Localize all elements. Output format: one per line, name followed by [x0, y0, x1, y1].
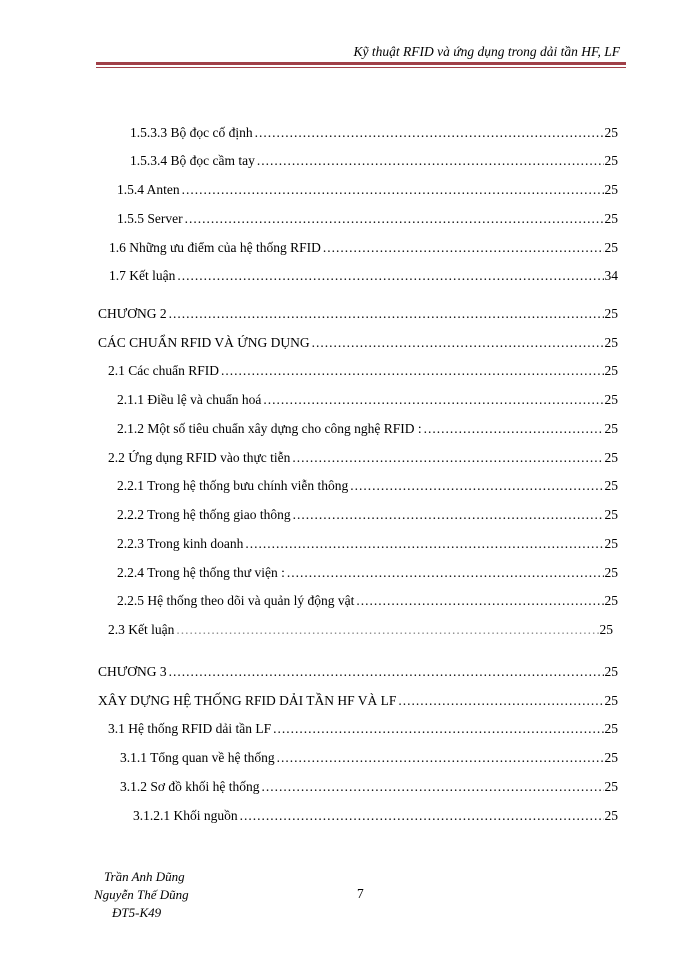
- toc-page-number: 25: [599, 622, 613, 637]
- toc-label: 3.1.2.1 Khối nguồn: [133, 808, 238, 823]
- toc-page-number: 25: [604, 478, 618, 493]
- toc-entry[interactable]: [108, 618, 613, 638]
- toc-entry[interactable]: [120, 775, 618, 795]
- toc-entry[interactable]: [133, 804, 618, 824]
- toc-label: 3.1.2 Sơ đồ khối hệ thống: [120, 779, 260, 794]
- toc-label: 2.2.1 Trong hệ thống bưu chính viễn thông: [117, 478, 349, 493]
- toc-entry[interactable]: [108, 717, 618, 737]
- footer-authors: [94, 868, 189, 922]
- toc-label: 1.5.5 Server: [117, 211, 183, 226]
- toc-entry[interactable]: [108, 359, 618, 379]
- toc-page-number: 25: [604, 363, 618, 378]
- toc-label: 1.5.4 Anten: [117, 182, 180, 197]
- toc-page-number: 25: [604, 211, 618, 226]
- toc-entry[interactable]: [117, 589, 618, 609]
- toc-entry[interactable]: [98, 331, 618, 351]
- toc-label: 2.2.3 Trong kinh doanh: [117, 536, 244, 551]
- toc-entry[interactable]: [117, 417, 618, 437]
- author-name: Nguyễn Thế Dũng: [94, 887, 189, 902]
- toc-label: CHƯƠNG 3: [98, 664, 167, 679]
- toc-label: 1.6 Những ưu điểm của hệ thống RFID: [109, 240, 321, 255]
- toc-label: 2.2.5 Hệ thống theo dõi và quản lý động vật: [117, 593, 355, 608]
- page-number: 7: [357, 886, 364, 901]
- toc-entry[interactable]: [109, 264, 618, 284]
- toc-page-number: 25: [604, 593, 618, 608]
- toc-page-number: 25: [604, 240, 618, 255]
- toc-label: 3.1 Hệ thống RFID dải tần LF: [108, 721, 272, 736]
- toc-entry[interactable]: [109, 236, 618, 256]
- toc-label: 2.2 Ứng dụng RFID vào thực tiễn: [108, 450, 291, 465]
- toc-page-number: 25: [604, 335, 618, 350]
- toc-label: XÂY DỰNG HỆ THỐNG RFID DẢI TẦN HF VÀ LF: [98, 693, 397, 708]
- toc-page-number: 25: [604, 536, 618, 551]
- toc-label: CÁC CHUẨN RFID VÀ ỨNG DỤNG: [98, 335, 310, 350]
- toc-page-number: 25: [604, 306, 618, 321]
- toc-page-number: 25: [604, 392, 618, 407]
- toc-page-number: 25: [604, 779, 618, 794]
- toc-page-number: 25: [604, 721, 618, 736]
- toc-entry[interactable]: [117, 207, 618, 227]
- toc-page-number: 25: [604, 664, 618, 679]
- toc-label: 2.1.1 Điều lệ và chuẩn hoá: [117, 392, 262, 407]
- header-rule-thick: [96, 62, 626, 65]
- toc-label: 1.5.3.4 Bộ đọc cầm tay: [130, 153, 255, 168]
- running-header: Kỹ thuật RFID và ứng dụng trong dải tần HF, LF: [353, 44, 620, 59]
- toc-entry[interactable]: [117, 503, 618, 523]
- author-name: Trần Anh Dũng: [104, 869, 185, 884]
- toc-page-number: 25: [604, 125, 618, 140]
- toc-label: 2.1.2 Một số tiêu chuẩn xây dựng cho công nghệ RFID :: [117, 421, 422, 436]
- toc-page-number: 25: [604, 450, 618, 465]
- toc-entry[interactable]: [117, 178, 618, 198]
- toc-label: 1.5.3.3 Bộ đọc cố định: [130, 125, 253, 140]
- toc-entry[interactable]: [98, 660, 618, 680]
- toc-page-number: 25: [604, 182, 618, 197]
- toc-entry[interactable]: [130, 121, 618, 141]
- toc-entry[interactable]: [120, 746, 618, 766]
- toc-label: 2.2.4 Trong hệ thống thư viện :: [117, 565, 285, 580]
- toc-page-number: 34: [604, 268, 618, 283]
- toc-page-number: 25: [604, 153, 618, 168]
- toc-page-number: 25: [604, 750, 618, 765]
- toc-label: 3.1.1 Tổng quan về hệ thống: [120, 750, 275, 765]
- toc-page-number: 25: [604, 808, 618, 823]
- toc-entry[interactable]: [98, 302, 618, 322]
- toc-page-number: 25: [604, 565, 618, 580]
- toc-entry[interactable]: [108, 446, 618, 466]
- toc-page-number: 25: [604, 421, 618, 436]
- header-rule-thin: [96, 67, 626, 68]
- toc-label: CHƯƠNG 2: [98, 306, 167, 321]
- toc-page-number: 25: [604, 693, 618, 708]
- toc-label: 2.1 Các chuẩn RFID: [108, 363, 219, 378]
- toc-entry[interactable]: [117, 561, 618, 581]
- toc-page-number: 25: [604, 507, 618, 522]
- toc-label: 1.7 Kết luận: [109, 268, 176, 283]
- toc-entry[interactable]: [117, 532, 618, 552]
- toc-entry[interactable]: [98, 689, 618, 709]
- toc-label: 2.2.2 Trong hệ thống giao thông: [117, 507, 291, 522]
- toc-entry[interactable]: [130, 149, 618, 169]
- toc-entry[interactable]: [117, 474, 618, 494]
- class-code: ĐT5-K49: [112, 905, 162, 920]
- toc-label: 2.3 Kết luận: [108, 622, 175, 637]
- toc-entry[interactable]: [117, 388, 618, 408]
